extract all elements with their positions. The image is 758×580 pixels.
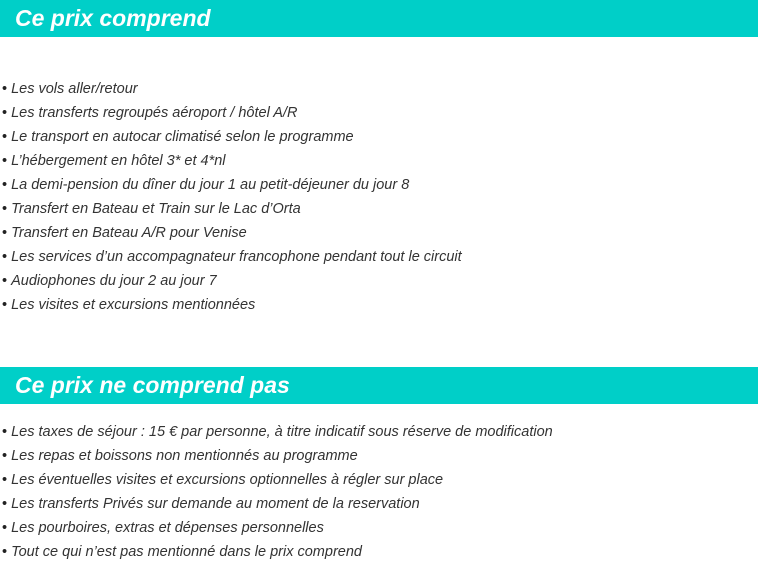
list-item-text: Transfert en Bateau et Train sur le Lac d’Orta: [11, 201, 301, 217]
list-item-text: Les visites et excursions mentionnées: [11, 297, 256, 313]
list-item-text: Le transport en autocar climatisé selon le programme: [11, 129, 354, 145]
list-item: [2, 468, 553, 492]
list-item: [2, 540, 553, 564]
bullet-icon: •: [2, 225, 8, 241]
list-item: [2, 293, 462, 317]
list-item-text: Les transferts regroupés aéroport / hôtel A/R: [11, 105, 298, 121]
list-item-text: Les pourboires, extras et dépenses personnelles: [11, 520, 324, 536]
list-item: [2, 101, 462, 125]
list-item-text: Transfert en Bateau A/R pour Venise: [11, 225, 247, 241]
list-item: [2, 245, 462, 269]
list-item: [2, 149, 462, 173]
list-item: [2, 125, 462, 149]
included-section-header: [0, 0, 758, 37]
bullet-icon: •: [2, 273, 8, 289]
list-item: [2, 492, 553, 516]
list-item: [2, 197, 462, 221]
bullet-icon: •: [2, 297, 8, 313]
bullet-icon: •: [2, 544, 8, 560]
list-item: [2, 444, 553, 468]
list-item-text: Audiophones du jour 2 au jour 7: [11, 273, 217, 289]
bullet-icon: •: [2, 448, 8, 464]
list-item-text: Les éventuelles visites et excursions optionnelles à régler sur place: [11, 472, 444, 488]
excluded-section-title: Ce prix ne comprend pas: [15, 372, 290, 398]
list-item: [2, 420, 553, 444]
list-item-text: La demi-pension du dîner du jour 1 au petit-déjeuner du jour 8: [11, 177, 410, 193]
bullet-icon: •: [2, 520, 8, 536]
list-item: [2, 221, 462, 245]
list-item-text: Les transferts Privés sur demande au moment de la reservation: [11, 496, 420, 512]
excluded-list: [2, 420, 553, 564]
bullet-icon: •: [2, 249, 8, 265]
list-item-text: Les repas et boissons non mentionnés au programme: [11, 448, 358, 464]
list-item-text: Les services d’un accompagnateur francophone pendant tout le circuit: [11, 249, 462, 265]
list-item: [2, 77, 462, 101]
bullet-icon: •: [2, 201, 8, 217]
excluded-section-header: [0, 367, 758, 404]
bullet-icon: •: [2, 81, 8, 97]
bullet-icon: •: [2, 105, 8, 121]
bullet-icon: •: [2, 424, 8, 440]
bullet-icon: •: [2, 496, 8, 512]
bullet-icon: •: [2, 177, 8, 193]
list-item-text: Les vols aller/retour: [11, 81, 138, 97]
list-item-text: Les taxes de séjour : 15 € par personne, à titre indicatif sous réserve de modification: [11, 424, 553, 440]
bullet-icon: •: [2, 472, 8, 488]
list-item: [2, 173, 462, 197]
list-item-text: Tout ce qui n’est pas mentionné dans le prix comprend: [11, 544, 362, 560]
list-item-text: L’hébergement en hôtel 3* et 4*nl: [11, 153, 226, 169]
list-item: [2, 516, 553, 540]
list-item: [2, 269, 462, 293]
included-list: [2, 77, 462, 317]
included-section-title: Ce prix comprend: [15, 5, 211, 31]
bullet-icon: •: [2, 129, 8, 145]
bullet-icon: •: [2, 153, 8, 169]
